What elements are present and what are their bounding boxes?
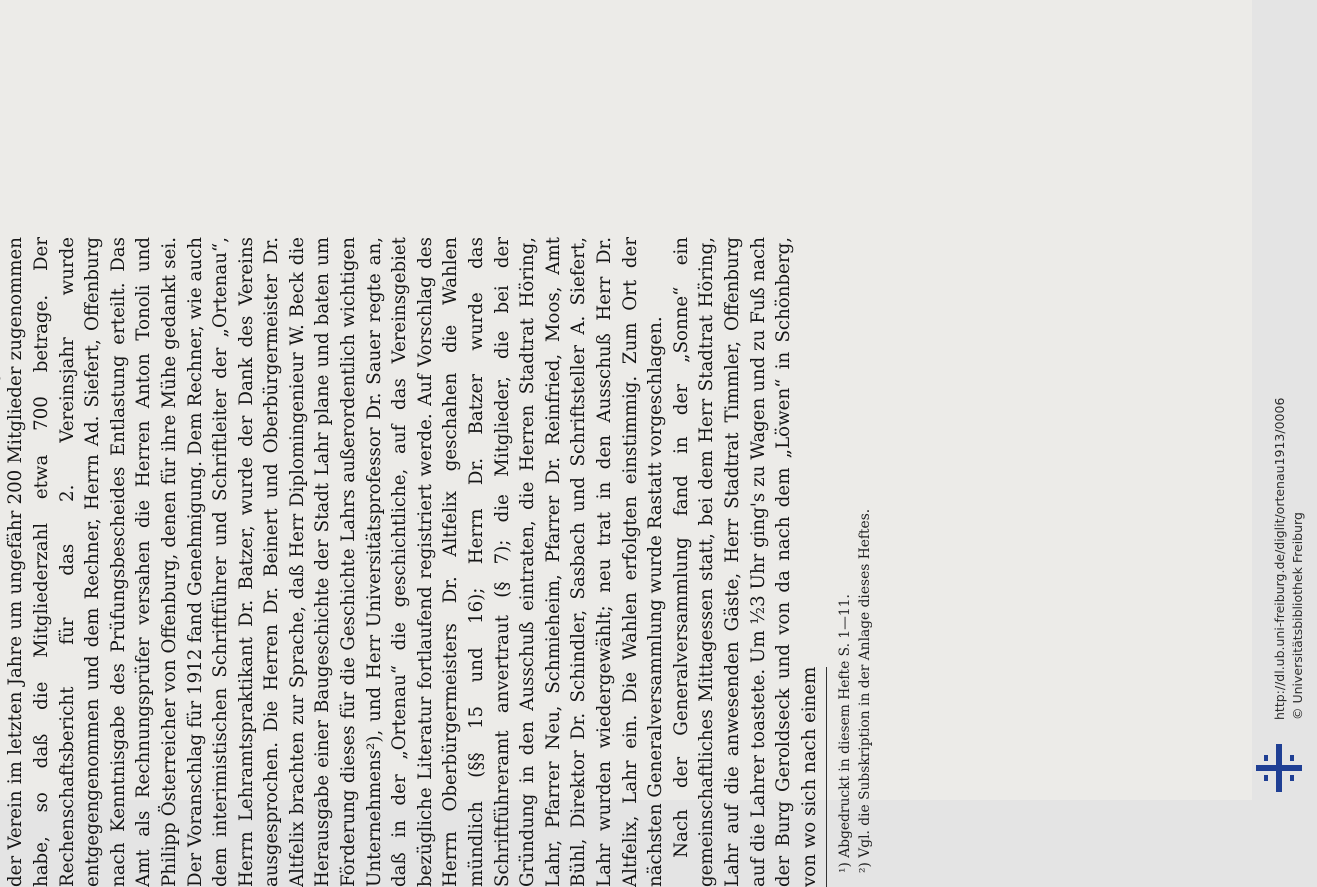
copyright-notice: © Universitätsbibliothek Freiburg [1290,512,1305,720]
paragraph: Nach der Generalversammlung fand in der „Sonne“ ein gemeinschaftliches Mittagessen statt, bei dem Herr Stadtrat Höring, Lahr auf die anwesenden Gäste, Herr Stadtrat Timmler, Offenburg auf die Lahrer toastete. Um ½3 Uhr ging's zu Wagen und zu Fuß nach der Burg Geroldseck und von da nach dem „Löwen“ in Schönberg, von wo sich nach einem [670,237,820,887]
page-content [0,237,874,887]
footnote: ¹) Abgedruckt in diesem Hefte S. 1—11. [837,594,854,873]
library-sidebar [1252,0,1309,800]
ub-freiburg-logo-icon [1256,744,1302,792]
sidebar-text [1261,10,1317,790]
permalink-url[interactable]: http://dl.ub.uni-freiburg.de/diglit/ortenau1913/0006 [1272,397,1287,720]
footnote-rule [826,667,827,887]
paragraph: der Verein im letzten Jahre um ungefähr 200 Mitglieder zugenommen habe, so daß die Mitgliederzahl etwa 700 betrage. Der Rechenschaftsbericht für das 2. Vereinsjahr wurde entgegengenommen und dem Rechner, Herrn Ad. Siefert, Offenburg nach Kenntnisgabe des Prüfungsbescheides Entlastung erteilt. Das Amt als Rechnungsprüfer versahen die Herren Anton Tonoli und Philipp Österreicher von Offenburg, denen für ihre Mühe gedankt sei. Der Voranschlag für 1912 fand Genehmigung. Dem Rechner, wie auch dem interimistischen Schriftführer und Schriftleiter der „Ortenau“, Herrn Lehramtspraktikant Dr. Batzer, wurde der Dank des Vereins ausgesprochen. Die Herren Dr. Beinert und Oberbürgermeister Dr. Altfelix brachten zur Sprache, daß Herr Diplomingenieur W. Beck die Herausgabe einer Baugeschichte der Stadt Lahr plane und baten um Förderung dieses für die Geschichte Lahrs außerordentlich wichtigen Unternehmens²), und Herr Universitätsprofessor Dr. Sauer regte an, daß in der „Ortenau“ die geschichtliche, auf das Vereinsgebiet bezügliche Literatur fortlaufend registriert werde. Auf Vorschlag des Herrn Oberbürgermeisters Dr. Altfelix geschahen die Wahlen mündlich (§§ 15 und 16); Herrn Dr. Batzer wurde das Schriftführeramt anvertraut (§ 7); die Mitglieder, die bei der Gründung in den Ausschuß eintraten, die Herren Stadtrat Höring, Lahr, Pfarrer Neu, Schmieheim, Pfarrer Dr. Reinfried, Moos, Amt Bühl, Direktor Dr. Schindler, Sasbach und Schriftsteller A. Siefert, Lahr wurden wiedergewählt; neu trat in den Ausschuß Herr Dr. Altfelix, Lahr ein. Die Wahlen erfolgten einstimmig. Zum Ort der nächsten Generalversammlung wurde Rastatt vorgeschlagen. [5,237,667,887]
footnote: ²) Vgl. die Subskription in der Anlage dieses Heftes. [857,508,874,873]
body-text [0,237,822,887]
